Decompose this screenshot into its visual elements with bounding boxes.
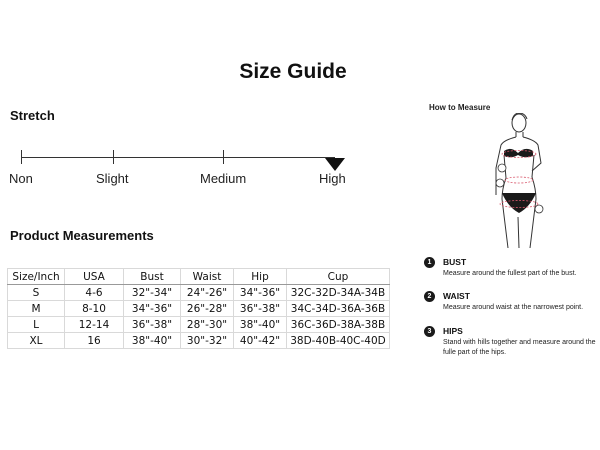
product-measurements-heading: Product Measurements — [10, 228, 154, 243]
stretch-heading: Stretch — [10, 108, 55, 123]
stretch-selected-pointer-icon — [325, 158, 345, 171]
figure-neck — [516, 132, 523, 137]
table-cell: 24"-26" — [181, 285, 234, 301]
table-row — [8, 333, 390, 349]
table-cell: 12-14 — [65, 317, 124, 333]
marker-waist-icon — [496, 179, 504, 187]
column-header: USA — [65, 269, 124, 285]
measure-item-name: BUST — [443, 257, 467, 267]
table-cell: 38"-40" — [234, 317, 287, 333]
table-cell: 36"-38" — [124, 317, 181, 333]
stretch-level-label: Slight — [96, 171, 129, 186]
table-cell: 34C-34D-36A-36B — [287, 301, 390, 317]
table-cell: 40"-42" — [234, 333, 287, 349]
marker-hips-icon — [535, 205, 543, 213]
stretch-tick-medium — [223, 150, 224, 164]
table-header-row — [8, 269, 390, 285]
table-cell: 32C-32D-34A-34B — [287, 285, 390, 301]
measure-item-name: WAIST — [443, 291, 470, 301]
table-cell: 28"-30" — [181, 317, 234, 333]
table-cell: 30"-32" — [181, 333, 234, 349]
table-cell: 36C-36D-38A-38B — [287, 317, 390, 333]
column-header: Hip — [234, 269, 287, 285]
column-header: Size/Inch — [8, 269, 65, 285]
stretch-tick-non — [21, 150, 22, 164]
table-row — [8, 301, 390, 317]
stretch-level-label: High — [319, 171, 346, 186]
column-header: Cup — [287, 269, 390, 285]
table-cell: L — [8, 317, 65, 333]
body-outline-icon — [478, 113, 568, 248]
table-cell: 34"-36" — [124, 301, 181, 317]
number-badge-icon: 3 — [424, 326, 435, 337]
number-badge-icon: 1 — [424, 257, 435, 268]
page-title: Size Guide — [239, 60, 347, 83]
table-cell: 32"-34" — [124, 285, 181, 301]
stretch-level-label: Medium — [200, 171, 247, 186]
marker-bust-icon — [498, 164, 506, 172]
size-table — [7, 268, 390, 349]
stretch-level-label: Non — [9, 171, 33, 186]
table-cell: 38"-40" — [124, 333, 181, 349]
table-cell: 4-6 — [65, 285, 124, 301]
table-cell: 8-10 — [65, 301, 124, 317]
how-to-measure-title: How to Measure — [429, 103, 491, 112]
stretch-tick-slight — [113, 150, 114, 164]
table-row — [8, 317, 390, 333]
table-cell: M — [8, 301, 65, 317]
table-row — [8, 285, 390, 301]
figure-inner-leg — [518, 217, 519, 248]
figure-head — [512, 114, 526, 132]
table-cell: 26"-28" — [181, 301, 234, 317]
waist-measure-line — [505, 177, 533, 183]
table-cell: 36"-38" — [234, 301, 287, 317]
table-cell: XL — [8, 333, 65, 349]
table-cell: 38D-40B-40C-40D — [287, 333, 390, 349]
table-cell: S — [8, 285, 65, 301]
table-cell: 16 — [65, 333, 124, 349]
column-header: Bust — [124, 269, 181, 285]
column-header: Waist — [181, 269, 234, 285]
measure-item-name: HIPS — [443, 326, 463, 336]
table-cell: 34"-36" — [234, 285, 287, 301]
measure-item-description: Measure around the fullest part of the bust. — [443, 270, 577, 277]
figure-bottom — [502, 193, 536, 213]
measure-item-description: Measure around waist at the narrowest point. — [443, 304, 584, 311]
number-badge-icon: 2 — [424, 291, 435, 302]
stretch-scale-line — [22, 157, 335, 158]
measure-item-description: Stand with hills together and measure around the fulle part of the hips. — [443, 339, 596, 356]
